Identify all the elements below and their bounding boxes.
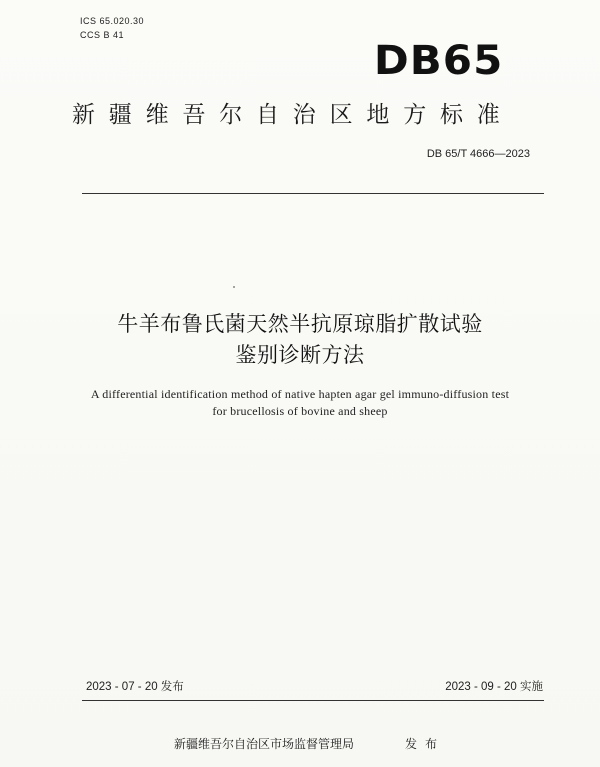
english-title-line-1: A differential identification method of native hapten agar gel immuno-diffusion test xyxy=(90,387,510,401)
footer-divider xyxy=(82,700,544,701)
publish-label: 发布 xyxy=(405,737,446,751)
chinese-title-line-1: 牛羊布鲁氏菌天然半抗原琼脂扩散试验 xyxy=(117,312,483,336)
header-divider xyxy=(82,193,544,194)
ics-code: ICS 65.020.30 xyxy=(80,16,145,26)
publisher-name: 新疆维吾尔自治区市场监督管理局 xyxy=(174,737,355,751)
english-title-line-2: for brucellosis of bovine and sheep xyxy=(212,404,388,418)
implementation-date: 2023 - 09 - 20 实施 xyxy=(445,681,543,693)
scan-dot xyxy=(233,286,235,288)
db65-logo: DB65 xyxy=(373,38,503,84)
issue-date: 2023 - 07 - 20 发布 xyxy=(86,681,184,693)
standard-number: DB 65/T 4666—2023 xyxy=(426,148,530,160)
chinese-title-line-2: 鉴别诊断方法 xyxy=(235,343,365,367)
ccs-code: CCS B 41 xyxy=(80,30,125,40)
standard-type-heading: 新疆维吾尔自治区地方标准 xyxy=(72,102,514,128)
